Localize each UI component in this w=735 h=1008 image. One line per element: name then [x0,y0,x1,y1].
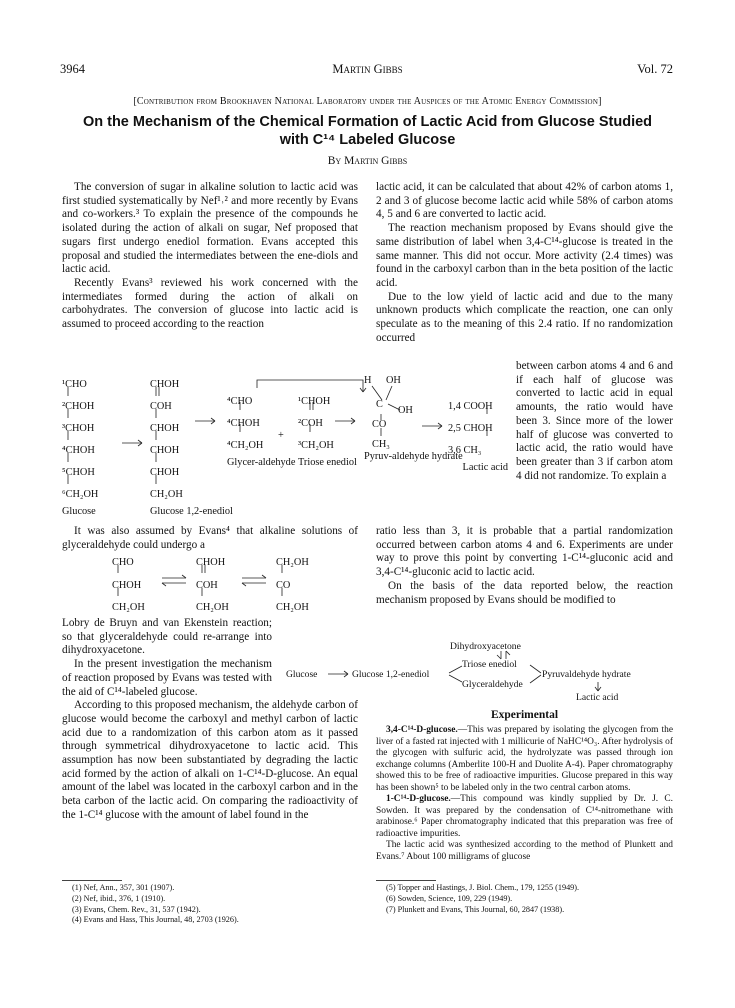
e1-heading: 3,4-C¹⁴-D-glucose. [386,725,458,735]
enediol-c3: CHOH [150,423,180,434]
scheme3-enediol: Glucose 1,2-enediol [352,669,430,680]
scheme3-glucose: Glucose [286,669,318,680]
byline: By Martin Gibbs [327,155,408,167]
modified-scheme [286,640,686,703]
enediol-c4: CHOH [150,445,180,456]
lobry-a2: CHOH [112,579,142,591]
volume-label: Vol. 72 [637,62,673,76]
triose-c3: ³CH₂OH [298,440,334,451]
contribution-note: [Contribution from Brookhaven National Laboratory under the Auspices of the Atomic Energy Commission] [133,96,602,107]
lobry-a [112,552,145,620]
left-paragraph-5: In the present investigation the mechanism of reaction proposed by Evans was tested with the aid of C¹⁴-labeled glucose. [62,658,272,698]
experimental-body [376,725,673,863]
glucose-c4: ⁴CHOH [62,445,95,456]
enediol-c1: CHOH [150,379,180,390]
lobry-a1: CHO [112,557,134,568]
pyruv-co: CO [372,419,387,430]
footnote-4: (4) Evans and Hass, This Journal, 48, 2703 (1926). [72,915,239,925]
glyceraldehyde-label: Glyceraldehyde [462,679,523,690]
footnotes-left [72,883,362,926]
right-paragraph-1: lactic acid, it can be calculated that about 42% of carbon atoms 1, 2 and 3 of glucose become lactic acid while 58% of carbon atoms 4, 5 and 6 are converted to lactic acid. [376,181,673,221]
lobry-c [276,552,309,620]
lobry-a3: CH₂OH [112,602,145,613]
left-paragraph-6: According to this proposed mechanism, the aldehyde carbon of glucose would become the carboxyl and methyl carbon of lactic acid due to a randomization of this carbon atom as it passed through symmetrical dihydroxyacetone to lactic acid. This assumption has now been substantiated by degrading the lactic acid formed by the action of alkali on 1-C¹⁴-D-glucose. An equal amount of the label was located in the carboxyl carbon and in the beta carbon of the lactic acid. On comparing the radioactivity of the 1-C¹⁴ glucose with the amount of label found in the [62,699,358,821]
pyruv-c: C [376,399,383,410]
experimental-heading: Experimental [490,709,559,721]
glyceraldehyde-c1: ⁴CHO [227,396,253,407]
footnote-1: (1) Nef, Ann., 357, 301 (1907). [72,883,175,892]
right-paragraph-3c: ratio less than 3, it is probable that a partial randomization occurred between carbon atoms 4 and 6. Experiments are under way to prove this point by converting 1-C¹⁴-gluconic acid and 3,4-C¹⁴-gluconic acid to lactic acid. [376,525,673,579]
experimental-paragraph-2 [376,794,673,840]
right-paragraph-2: The reaction mechanism proposed by Evans should give the same distribution of label when 3,4-C¹⁴-glucose is treated in the same manner. This did not occur. More activity (2.4 times) was found in the carboxyl carbon than in the beta position of the lactic acid. [376,222,673,289]
left-intro [62,181,358,332]
footnote-6: (6) Sowden, Science, 109, 229 (1949). [386,893,513,903]
page-number: 3964 [60,62,85,76]
triose-c1: ¹CHOH [298,396,331,407]
footnote-7: (7) Plunkett and Evans, This Journal, 60, 2847 (1938). [386,904,565,914]
e1-text: —This was prepared by isolating the glycogen from the liver of a fasted rat injected with 1 millicurie of NaHC¹⁴O₃. After hydrolysis of the glycogen with sulfuric acid, the hydrolyzate was passed through ion exchange columns (Amberlite 100-H and Duolite A-4). Paper chromatography showed this to be free of radioactive impurities. Glucose prepared in this way has been shown⁵ to be labeled only in the two central carbon atoms. [376,725,673,793]
lobry-scheme [110,552,340,614]
glucose-c3: ³CHOH [62,423,95,434]
right-column-mid [376,525,673,607]
lactic-c3: 3,6 CH₃ [448,445,482,456]
glucose-c2: ²CHOH [62,401,95,412]
pyruvaldehyde-label: Pyruvaldehyde hydrate [542,669,631,680]
enediol-c2: COH [150,401,172,412]
enediol-c5: CHOH [150,467,180,478]
footnote-2: (2) Nef, ibid., 376, 1 (1910). [72,893,166,903]
lobry-b3: CH₂OH [196,602,229,613]
right-column-narrow [516,360,673,483]
lobry-b [196,552,229,620]
article-title [70,113,665,149]
glyceraldehyde-formula [227,391,296,468]
triose-c2: ²COH [298,418,323,429]
lobry-b1: CHOH [196,557,226,568]
enediol-label: Glucose 1,2-enediol [150,506,233,517]
lobry-c1: CH₂OH [276,557,309,568]
footnotes-right [386,883,676,915]
dihydroxyacetone-label: Dihydroxyacetone [450,641,521,652]
e2-heading: 1-C¹⁴-D-glucose. [386,794,451,804]
pyruvaldehyde-label: Pyruv-aldehyde hydrate [364,451,463,462]
experimental-paragraph-3: The lactic acid was synthesized according to the method of Plunkett and Evans.⁷ About 100 milligrams of glucose [376,840,673,862]
pyruv-h: H [364,375,372,386]
triose-enediol-label: Triose enediol [462,659,517,670]
footnote-rule-left [62,880,122,881]
footnote-5: (5) Topper and Hastings, J. Biol. Chem., 179, 1255 (1949). [386,883,580,892]
glucose-label: Glucose [62,506,96,517]
glucose-c1: ¹CHO [62,379,87,390]
lactic-c1: 1,4 COOH [448,401,493,412]
pyruv-oh: OH [398,405,413,416]
lobry-c2: CO [276,579,291,591]
left-paragraph-2: Recently Evans³ reviewed his work concerned with the intermediates formed during the action of alkali on carbohydrates. The conversion of glucose into lactic acid is assumed to proceed according to the reaction [62,276,358,331]
left-paragraph-4: Lobry de Bruyn and van Ekenstein reaction; so that glyceraldehyde could re-arrange into dihydroxyacetone. [62,617,272,657]
glyceraldehyde-c3: ⁴CH₂OH [227,440,264,451]
triose-label: Triose enediol [298,457,357,468]
left-paragraph-3-wrap [62,525,358,552]
lactic-label: Lactic acid [462,462,508,473]
lactic-acid-formula [448,396,508,473]
left-paragraph-3: It was also assumed by Evans⁴ that alkaline solutions of glyceraldehyde could undergo a [62,525,358,551]
experimental-paragraph-1 [376,725,673,794]
glucose-c5: ⁵CHOH [62,467,95,478]
glyceraldehyde-label: Glycer-aldehyde [227,457,296,468]
right-paragraph-3b: between carbon atoms 4 and 6 and if each half of glucose was converted to lactic acid in equal amounts, the ratio would have been 3. Since more of the lower half of glucose was converted to lactic acid, the ratio would have been greater than 3 if carbon atom 4 did not randomize. To explain a [516,360,673,482]
enediol-formula [150,374,233,518]
right-column-top [376,181,673,345]
scheme3-lactic: Lactic acid [576,692,619,703]
enediol-c6: CH₂OH [150,489,183,500]
title-line-2: with C¹⁴ Labeled Glucose [279,132,456,148]
right-paragraph-4: On the basis of the data reported below, the reaction mechanism proposed by Evans should be modified to [376,579,673,606]
lactic-c2: 2,5 CHOH [448,423,493,434]
footnote-rule-right [376,880,436,881]
title-line-1: On the Mechanism of the Chemical Formation of Lactic Acid from Glucose Studied [82,114,653,130]
lobry-c3: CH₂OH [276,602,309,613]
glyceraldehyde-c2: ⁴CHOH [227,418,260,429]
pyruv-oh-top: OH [386,375,401,386]
triose-enediol-formula [298,391,357,468]
plus-sign: + [278,430,284,441]
e2-text: —This compound was kindly supplied by Dr. J. C. Sowden. It was prepared by the condensation of C¹⁴-nitromethane with arabinose.⁶ Paper chromatography indicated that this preparation was free of radioactive impurities. [376,794,673,839]
glucose-c6: ⁶CH₂OH [62,489,99,500]
left-paragraph-1: The conversion of sugar in alkaline solution to lactic acid was first studied systematically by Nef¹˒² and more recently by Evans and co-workers.³ To explain the presence of the compounds he isolated during the action of alkali on sugar, Nef proposed that sugars first undergo enediol formation. Evans accepted this proposal and studied the intermediates between the ene-diols and lactic acid. [62,181,358,276]
running-author: Martin Gibbs [332,62,403,76]
pyruv-ch3: CH₃ [372,439,390,450]
footnote-3: (3) Evans, Chem. Rev., 31, 537 (1942). [72,904,201,914]
lobry-b2: COH [196,579,218,591]
glucose-formula [62,374,98,518]
right-paragraph-3: Due to the low yield of lactic acid and due to the many unknown products which complicate the reaction, one can only speculate as to the meaning of this 2.4 ratio. If no randomization occurred [376,290,673,344]
